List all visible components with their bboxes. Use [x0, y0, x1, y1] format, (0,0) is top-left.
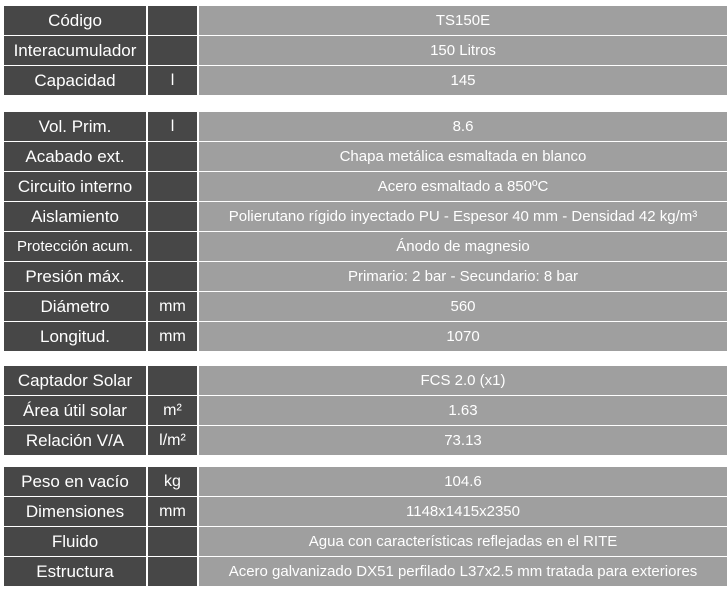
spec-group-captador: [4, 366, 727, 455]
spec-value: 104.6: [199, 467, 727, 496]
spec-row-longitud: [4, 322, 727, 351]
spec-value: 145: [199, 66, 727, 95]
spec-row-codigo: [4, 6, 727, 35]
spec-value: FCS 2.0 (x1): [199, 366, 727, 395]
spec-label: Circuito interno: [4, 172, 146, 201]
spec-unit: kg: [148, 467, 197, 496]
spec-row-area: [4, 396, 727, 425]
spec-row-dimensiones: [4, 497, 727, 526]
spec-group-estructura: [4, 467, 727, 586]
spec-value: Primario: 2 bar - Secundario: 8 bar: [199, 262, 727, 291]
spec-value: 1070: [199, 322, 727, 351]
spec-value: Polierutano rígido inyectado PU - Espesor 40 mm - Densidad 42 kg/m³: [199, 202, 727, 231]
spec-label: Acabado ext.: [4, 142, 146, 171]
spec-value: 8.6: [199, 112, 727, 141]
spec-value: Acero esmaltado a 850ºC: [199, 172, 727, 201]
spec-unit: [148, 142, 197, 171]
spec-label: Aislamiento: [4, 202, 146, 231]
spec-row-fluido: [4, 527, 727, 556]
spec-value: 1148x1415x2350: [199, 497, 727, 526]
spec-row-capacidad: [4, 66, 727, 95]
spec-label: Dimensiones: [4, 497, 146, 526]
spec-label: Diámetro: [4, 292, 146, 321]
spec-unit: [148, 527, 197, 556]
spec-row-circuito: [4, 172, 727, 201]
spec-value: 73.13: [199, 426, 727, 455]
spec-unit: mm: [148, 497, 197, 526]
spec-label: Código: [4, 6, 146, 35]
spec-row-acabado: [4, 142, 727, 171]
spec-unit: [148, 262, 197, 291]
spec-row-aislamiento: [4, 202, 727, 231]
spec-unit: [148, 557, 197, 586]
spec-value: TS150E: [199, 6, 727, 35]
spec-value: Chapa metálica esmaltada en blanco: [199, 142, 727, 171]
spec-unit: l: [148, 66, 197, 95]
spec-unit: [148, 366, 197, 395]
spec-unit: [148, 6, 197, 35]
spec-unit: l: [148, 112, 197, 141]
spec-unit: mm: [148, 292, 197, 321]
spec-value: Ánodo de magnesio: [199, 232, 727, 261]
spec-label: Peso en vacío: [4, 467, 146, 496]
spec-unit: [148, 172, 197, 201]
spec-group-acumulador: [4, 112, 727, 351]
spec-unit: m²: [148, 396, 197, 425]
spec-label: Área útil solar: [4, 396, 146, 425]
spec-label: Estructura: [4, 557, 146, 586]
spec-row-interacumulador: [4, 36, 727, 65]
spec-label: Captador Solar: [4, 366, 146, 395]
spec-row-peso: [4, 467, 727, 496]
spec-row-estructura: [4, 557, 727, 586]
spec-row-vol-prim: [4, 112, 727, 141]
spec-value: 560: [199, 292, 727, 321]
spec-label: Interacumulador: [4, 36, 146, 65]
spec-value: 1.63: [199, 396, 727, 425]
spec-row-proteccion: [4, 232, 727, 261]
spec-row-captador: [4, 366, 727, 395]
spec-label: Fluido: [4, 527, 146, 556]
spec-unit: mm: [148, 322, 197, 351]
spec-value: Agua con características reflejadas en el RITE: [199, 527, 727, 556]
spec-label: Vol. Prim.: [4, 112, 146, 141]
spec-label: Longitud.: [4, 322, 146, 351]
spec-value: 150 Litros: [199, 36, 727, 65]
spec-label: Relación V/A: [4, 426, 146, 455]
spec-row-diametro: [4, 292, 727, 321]
spec-row-presion: [4, 262, 727, 291]
spec-unit: [148, 202, 197, 231]
spec-row-relacion: [4, 426, 727, 455]
spec-unit: [148, 36, 197, 65]
spec-value: Acero galvanizado DX51 perfilado L37x2.5 mm tratada para exteriores: [199, 557, 727, 586]
spec-unit: [148, 232, 197, 261]
spec-label: Protección acum.: [4, 232, 146, 261]
spec-label: Capacidad: [4, 66, 146, 95]
spec-label: Presión máx.: [4, 262, 146, 291]
spec-group-general: [4, 6, 727, 95]
spec-unit: l/m²: [148, 426, 197, 455]
